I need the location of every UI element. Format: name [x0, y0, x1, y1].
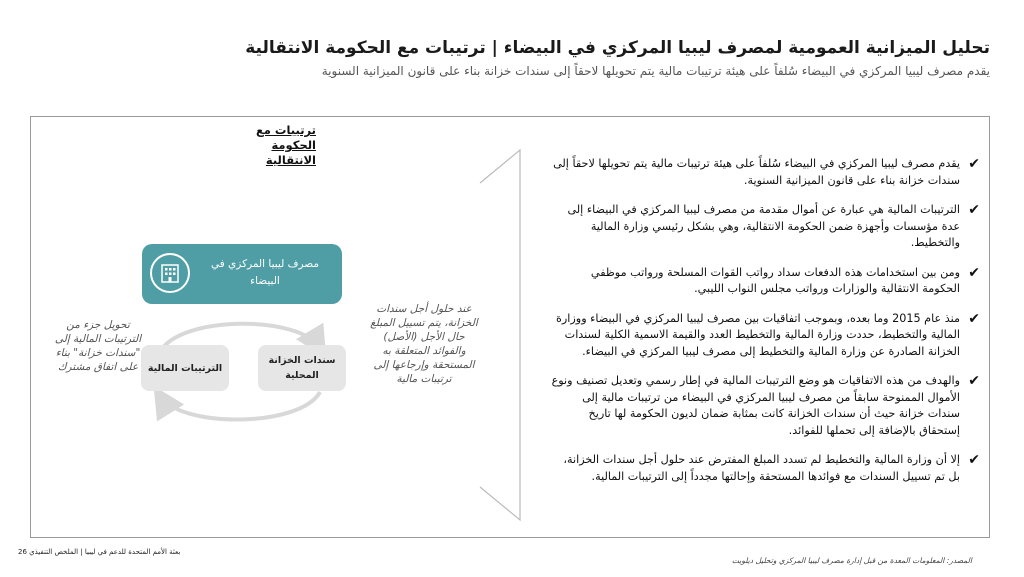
- check-icon: ✔: [968, 310, 980, 327]
- diagram-title-line1: ترتيبات مع الحكومة: [255, 123, 316, 152]
- central-bank-box: [142, 244, 342, 304]
- bullet-item: [550, 265, 980, 298]
- treasury-bonds-line2: المحلية: [285, 370, 319, 381]
- treasury-bonds-line1: سندات الخزانة: [268, 355, 336, 366]
- conversion-note: تحويل جزء من الترتيبات المالية إلى "سندات خزانة" بناء على اتفاق مشترك: [54, 319, 142, 373]
- footer-source: المصدر: المعلومات المعدة من قبل إدارة مصرف ليبيا المركزي وتحليل ديلويت: [731, 556, 972, 565]
- footer-page-info: بعثة الأمم المتحدة للدعم في ليبيا | الملخص التنفيذي 26: [18, 548, 181, 556]
- bullet-text: إلا أن وزارة المالية والتخطيط لم تسدد المبلغ المفترض عند حلول أجل سندات الخزانة، بل تم تسييل السندات مع فوائدها المستحقة وإحالتها مجدداً إلى الترتيبات المالية.: [563, 453, 960, 483]
- check-icon: ✔: [968, 452, 980, 468]
- central-bank-label-line2: البيضاء: [250, 275, 280, 287]
- page-title: تحليل الميزانية العمومية لمصرف ليبيا المركزي في البيضاء | ترتيبات مع الحكومة الانتقالية: [245, 38, 990, 58]
- financial-arrangements-label: الترتيبات المالية: [147, 362, 223, 374]
- bullet-text: الترتيبات المالية هي عبارة عن أموال مقدمة من مصرف ليبيا المركزي في البيضاء إلى عدة مؤسسات وأجهزة ضمن الحكومة الانتقالية، وهي بشكل رئيسي وزارة المالية والتخطيط.: [567, 203, 960, 249]
- bullet-list: [550, 156, 980, 498]
- diagram-title-line2: الانتقالية: [265, 153, 316, 167]
- central-bank-label: [200, 256, 330, 290]
- maturity-note: عند حلول أجل سندات الخزانة، يتم تسييل المبلغ حال الأجل (الأصل) والفوائد المتعلقة به المستحقة وإرجاعها إلى ترتيبات مالية: [370, 303, 478, 385]
- bullet-item: [550, 311, 980, 361]
- bullet-item: [550, 373, 980, 439]
- bullet-text: منذ عام 2015 وما بعده، وبموجب اتفاقيات بين مصرف ليبيا المركزي في البيضاء ووزارة المالية والتخطيط، حددت وزارة المالية والتخطيط العدد والقيمة الاسمية الكلية لسندات الخزانة الصادرة عن وزارة المالية والتخطيط إلى مصرف ليبيا المركزي في البيضاء.: [556, 311, 960, 358]
- check-icon: ✔: [968, 264, 980, 281]
- diagram-title: [216, 123, 316, 168]
- check-icon: ✔: [968, 156, 980, 172]
- check-icon: ✔: [968, 373, 980, 389]
- bullet-text: ومن بين استخدامات هذه الدفعات سداد رواتب القوات المسلحة ورواتب موظفي الحكومة الانتقالية والوزارات ورواتب مجلس النواب الليبي.: [590, 265, 960, 295]
- financial-arrangements-node: [141, 345, 229, 391]
- central-bank-label-line1: مصرف ليبيا المركزي في: [210, 258, 320, 270]
- bullet-item: [550, 202, 980, 252]
- page-subtitle: يقدم مصرف ليبيا المركزي في البيضاء سُلفاً على هيئة ترتيبات مالية يتم تحويلها لاحقاً إلى سندات خزانة بناء على قانون الميزانية السنوية: [321, 64, 990, 78]
- bullet-item: [550, 452, 980, 485]
- bank-building-icon: [150, 253, 190, 293]
- treasury-bonds-node: [258, 345, 346, 391]
- bullet-text: والهدف من هذه الاتفاقيات هو وضع الترتيبات المالية في إطار رسمي وتعديل تصنيف ونوع الأموال الممنوحة سابقاً من مصرف ليبيا المركزي في البيضاء من ترتيبات مالية إلى سندات خزانة حيث أن سندات الخزانة كانت بمثابة ضمان لديون الحكومة لها تاريخ إستحقاق بالإضافة إلى تحملها للفوائد.: [551, 374, 960, 437]
- treasury-bonds-label: [269, 353, 336, 383]
- bullet-item: [550, 156, 980, 189]
- check-icon: ✔: [968, 202, 980, 218]
- bullet-text: يقدم مصرف ليبيا المركزي في البيضاء سُلفاً على هيئة ترتيبات مالية يتم تحويلها لاحقاً إلى سندات خزانة بناء على قانون الميزانية السنوية.: [553, 157, 960, 187]
